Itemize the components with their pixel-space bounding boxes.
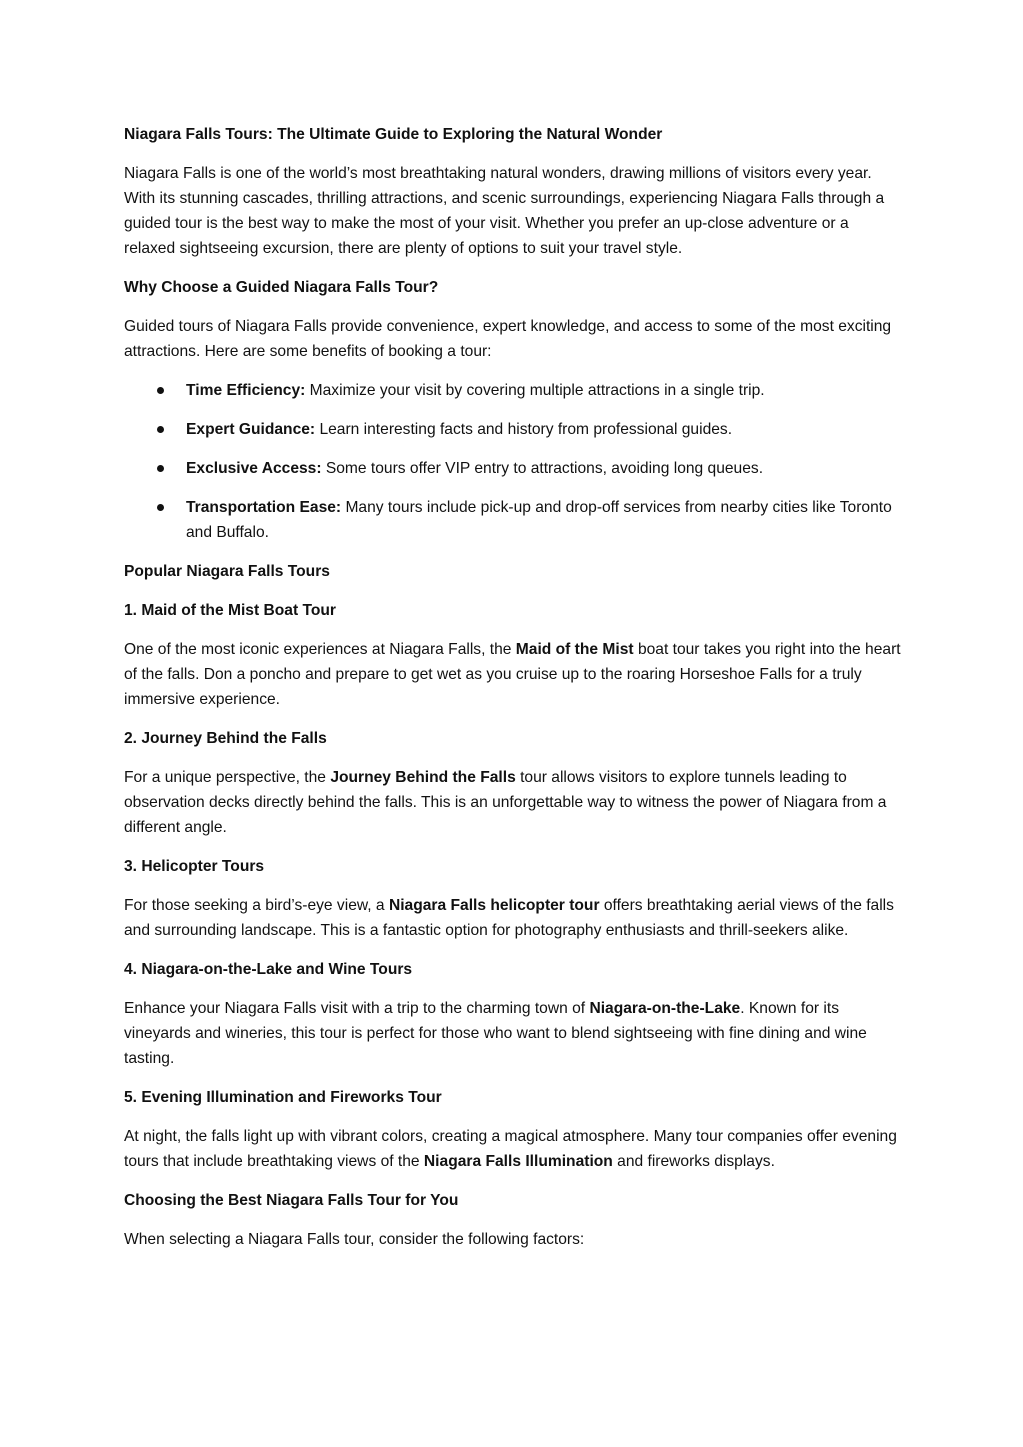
benefit-label: Transportation Ease:	[186, 499, 342, 516]
benefit-text: Some tours offer VIP entry to attractions, avoiding long queues.	[321, 460, 764, 477]
tour-text: offers breathtaking aerial views of the falls and surrounding landscape. This is a fantastic option for photography enthusiasts and thrill-seekers alike.	[124, 897, 894, 939]
bullet-icon	[157, 465, 164, 472]
bullet-icon	[157, 387, 164, 394]
tour-name: Niagara Falls helicopter tour	[388, 897, 600, 914]
tour-text: . Known for its vineyards and wineries, this tour is perfect for those who want to blend sightseeing with fine dining and wine tasting.	[124, 1000, 867, 1067]
benefit-text: Many tours include pick-up and drop-off services from nearby cities like Toronto and Buffalo.	[186, 499, 892, 541]
benefit-text: Learn interesting facts and history from professional guides.	[315, 421, 733, 438]
benefit-item	[124, 495, 904, 545]
tour-paragraph	[124, 1124, 904, 1174]
tour-name: Niagara-on-the-Lake	[589, 1000, 741, 1017]
tour-name: Niagara Falls Illumination	[423, 1153, 613, 1170]
tour-name: Journey Behind the Falls	[330, 769, 516, 786]
tour-heading: 2. Journey Behind the Falls	[124, 730, 327, 747]
tour-text: Enhance your Niagara Falls visit with a trip to the charming town of	[124, 1000, 590, 1017]
tour-text: tour allows visitors to explore tunnels leading to observation decks directly behind the falls. This is an unforgettable way to witness the power of Niagara from a different angle.	[124, 769, 887, 836]
intro-paragraph: Niagara Falls is one of the world’s most breathtaking natural wonders, drawing millions of visitors every year. With its stunning cascades, thrilling attractions, and scenic surroundings, experiencing Niagara Falls through a guided tour is the best way to make the most of your visit. Whether you prefer an up-close adventure or a relaxed sightseeing excursion, there are plenty of options to suit your travel style.	[124, 165, 885, 257]
tour-text: At night, the falls light up with vibrant colors, creating a magical atmosphere. Many tour companies offer evening tours that include breathtaking views of the	[124, 1128, 897, 1170]
benefits-list	[124, 378, 904, 545]
tour-heading: 3. Helicopter Tours	[124, 858, 265, 875]
document-title: Niagara Falls Tours: The Ultimate Guide to Exploring the Natural Wonder	[124, 126, 663, 143]
tour-paragraph	[124, 996, 904, 1071]
tour-name: Maid of the Mist	[515, 641, 634, 658]
benefit-item	[124, 378, 904, 403]
tour-text: boat tour takes you right into the heart of the falls. Don a poncho and prepare to get wet as you cruise up to the roaring Horseshoe Falls for a truly immersive experience.	[124, 641, 901, 708]
document-page	[124, 122, 904, 1266]
tour-paragraph	[124, 637, 904, 712]
benefit-label: Exclusive Access:	[186, 460, 322, 477]
benefit-label: Expert Guidance:	[186, 421, 316, 438]
bullet-icon	[157, 504, 164, 511]
bullet-icon	[157, 426, 164, 433]
tour-heading: 1. Maid of the Mist Boat Tour	[124, 602, 336, 619]
tour-text: For those seeking a bird’s-eye view, a	[124, 897, 389, 914]
tour-heading: 4. Niagara-on-the-Lake and Wine Tours	[124, 961, 413, 978]
tour-heading: 5. Evening Illumination and Fireworks Tour	[124, 1089, 442, 1106]
tour-paragraph	[124, 765, 904, 840]
tour-paragraph	[124, 893, 904, 943]
popular-heading: Popular Niagara Falls Tours	[124, 563, 330, 580]
benefit-item	[124, 417, 904, 442]
choosing-paragraph: When selecting a Niagara Falls tour, consider the following factors:	[124, 1231, 585, 1248]
benefit-item	[124, 456, 904, 481]
tour-text: For a unique perspective, the	[124, 769, 331, 786]
choosing-heading: Choosing the Best Niagara Falls Tour for You	[124, 1192, 459, 1209]
benefit-text: Maximize your visit by covering multiple attractions in a single trip.	[305, 382, 765, 399]
why-heading: Why Choose a Guided Niagara Falls Tour?	[124, 279, 439, 296]
benefit-label: Time Efficiency:	[186, 382, 306, 399]
tour-text: One of the most iconic experiences at Niagara Falls, the	[124, 641, 516, 658]
tour-text: and fireworks displays.	[612, 1153, 775, 1170]
why-paragraph: Guided tours of Niagara Falls provide convenience, expert knowledge, and access to some of the most exciting attractions. Here are some benefits of booking a tour:	[124, 318, 892, 360]
